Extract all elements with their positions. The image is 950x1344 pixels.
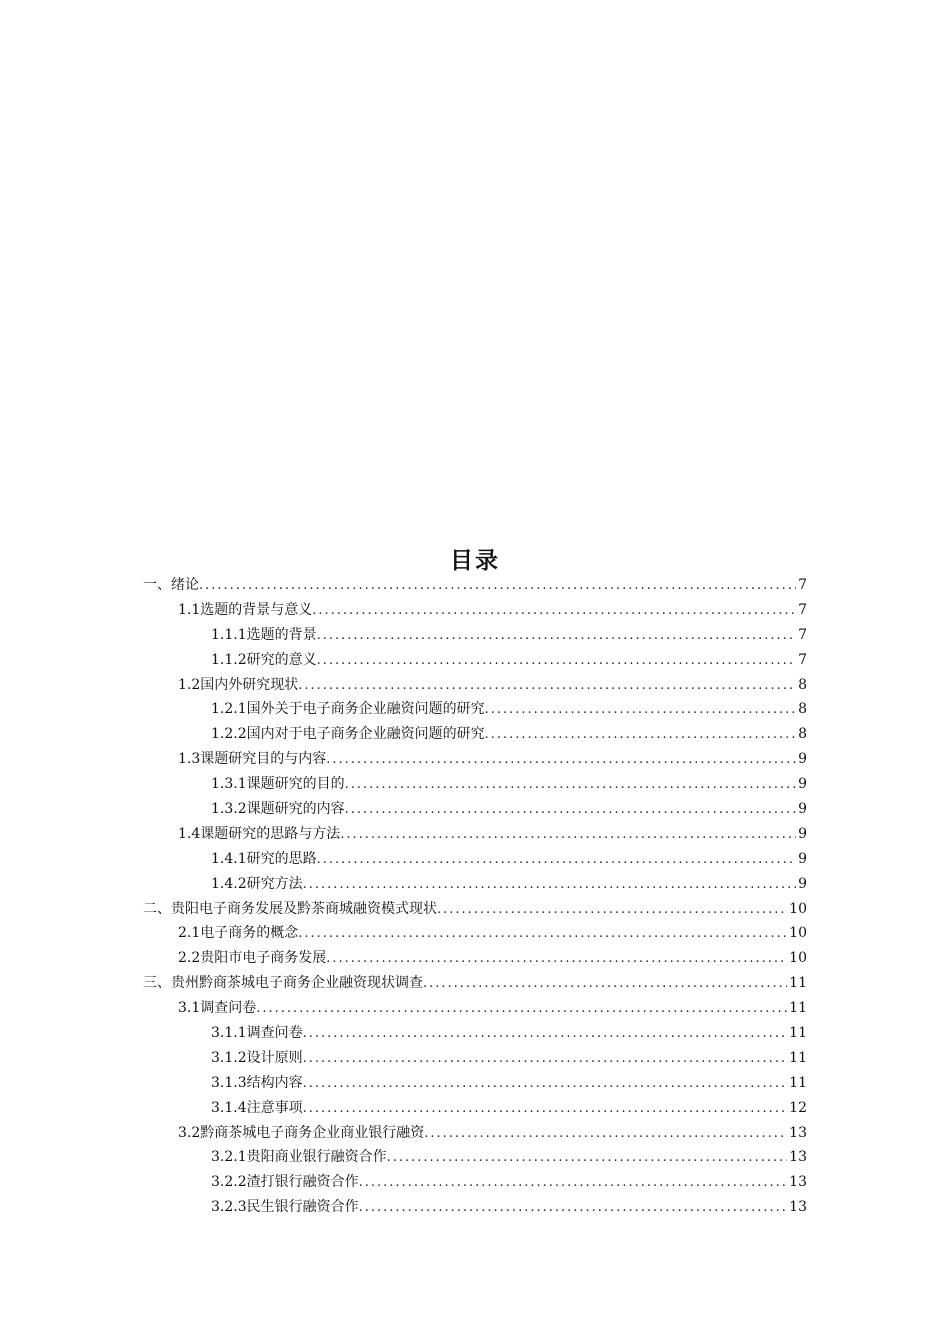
toc-leader-dots (298, 674, 796, 699)
toc-entry[interactable] (143, 673, 807, 698)
toc-entry-title: 3.1.3结构内容 (211, 1074, 303, 1091)
toc-leader-dots (199, 574, 796, 599)
toc-page-number: 7 (798, 577, 807, 593)
toc-entry-title: 3.1.2设计原则 (211, 1049, 303, 1066)
toc-entry-title: 3.2.1贵阳商业银行融资合作 (211, 1149, 387, 1166)
toc-leader-dots (437, 898, 787, 923)
toc-leader-dots (303, 1072, 788, 1097)
toc-page-number: 10 (789, 925, 807, 942)
toc-entry[interactable] (143, 573, 807, 598)
toc-page-number: 11 (789, 975, 807, 992)
toc-entry[interactable] (143, 1071, 807, 1096)
toc-entry[interactable] (143, 897, 807, 922)
toc-page-number: 8 (798, 701, 807, 718)
toc-page-number: 8 (798, 676, 807, 693)
toc-entry[interactable] (143, 648, 807, 673)
toc-entry[interactable] (143, 1046, 807, 1071)
toc-leader-dots (303, 1022, 788, 1047)
toc-entry[interactable] (143, 772, 807, 797)
toc-entry[interactable] (143, 598, 807, 623)
toc-leader-dots (485, 723, 796, 748)
toc-entry[interactable] (143, 847, 807, 872)
toc-entry[interactable] (143, 1195, 807, 1220)
toc-entry-title: 1.1.2研究的意义 (211, 651, 317, 668)
toc-leader-dots (303, 1097, 788, 1122)
toc-leader-dots (298, 922, 787, 947)
toc-page-number: 11 (789, 1074, 807, 1091)
toc-entry-title: 1.2.2国内对于电子商务企业融资问题的研究 (211, 726, 485, 743)
toc-entry-title: 1.2国内外研究现状 (178, 676, 299, 693)
toc-page-number: 13 (789, 1174, 807, 1191)
toc-entry[interactable] (143, 872, 807, 897)
toc-leader-dots (345, 798, 796, 823)
toc-leader-dots (326, 947, 787, 972)
toc-entry-title: 1.3课题研究目的与内容 (178, 751, 327, 768)
toc-page-number: 12 (789, 1099, 807, 1116)
toc-leader-dots (387, 1146, 788, 1171)
toc-entry-title: 一、绪论 (143, 577, 199, 593)
toc-entry[interactable] (143, 946, 807, 971)
toc-leader-dots (317, 649, 796, 674)
table-of-contents (143, 573, 807, 1220)
toc-entry-title: 1.3.2课题研究的内容 (211, 801, 345, 818)
toc-leader-dots (345, 773, 796, 798)
toc-entry[interactable] (143, 722, 807, 747)
toc-page-number: 13 (789, 1149, 807, 1166)
toc-leader-dots (303, 873, 796, 898)
toc-entry-title: 3.1.4注意事项 (211, 1099, 303, 1116)
toc-entry-title: 2.2贵阳市电子商务发展 (178, 950, 327, 967)
toc-leader-dots (317, 848, 796, 873)
toc-leader-dots (326, 748, 796, 773)
toc-page-number: 9 (798, 776, 807, 793)
toc-page-number: 9 (798, 850, 807, 867)
toc-entry[interactable] (143, 623, 807, 648)
toc-entry[interactable] (143, 822, 807, 847)
toc-page-number: 9 (798, 875, 807, 892)
toc-entry[interactable] (143, 1170, 807, 1195)
toc-leader-dots (303, 1047, 788, 1072)
toc-page-number: 11 (789, 1000, 807, 1017)
toc-page-number: 7 (798, 651, 807, 668)
toc-entry-title: 1.3.1课题研究的目的 (211, 776, 345, 793)
toc-entry-title: 1.4.2研究方法 (211, 875, 303, 892)
toc-entry-title: 3.2黔商茶城电子商务企业商业银行融资 (178, 1124, 425, 1141)
toc-leader-dots (340, 823, 796, 848)
toc-entry[interactable] (143, 1096, 807, 1121)
toc-entry[interactable] (143, 1121, 807, 1146)
toc-entry-title: 二、贵阳电子商务发展及黔茶商城融资模式现状 (143, 900, 437, 917)
toc-title: 目录 (450, 548, 500, 575)
toc-page-number: 9 (798, 825, 807, 842)
toc-entry-title: 1.4课题研究的思路与方法 (178, 825, 341, 842)
toc-entry[interactable] (143, 797, 807, 822)
toc-page-number: 13 (789, 1124, 807, 1141)
toc-entry[interactable] (143, 747, 807, 772)
toc-entry-title: 1.2.1国外关于电子商务企业融资问题的研究 (211, 701, 485, 718)
toc-entry-title: 3.2.3民生银行融资合作 (211, 1199, 359, 1216)
toc-page-number: 8 (798, 726, 807, 743)
toc-page-number: 11 (789, 1049, 807, 1066)
toc-page-number: 11 (789, 1025, 807, 1042)
toc-leader-dots (256, 997, 787, 1022)
toc-entry-title: 1.1选题的背景与意义 (178, 601, 313, 618)
toc-entry-title: 3.2.2渣打银行融资合作 (211, 1174, 359, 1191)
toc-page-number: 9 (798, 801, 807, 818)
toc-entry-title: 三、贵州黔商茶城电子商务企业融资现状调查 (143, 975, 423, 992)
toc-leader-dots (359, 1171, 788, 1196)
toc-entry-title: 1.4.1研究的思路 (211, 850, 317, 867)
toc-entry[interactable] (143, 996, 807, 1021)
toc-page-number: 7 (798, 626, 807, 643)
toc-page-number: 10 (789, 900, 807, 917)
toc-leader-dots (312, 599, 796, 624)
toc-entry[interactable] (143, 971, 807, 996)
toc-entry[interactable] (143, 1145, 807, 1170)
toc-entry[interactable] (143, 921, 807, 946)
toc-leader-dots (317, 624, 796, 649)
toc-page-number: 10 (789, 950, 807, 967)
toc-leader-dots (359, 1196, 788, 1221)
toc-entry-title: 2.1电子商务的概念 (178, 925, 299, 942)
toc-entry[interactable] (143, 1021, 807, 1046)
toc-leader-dots (424, 1122, 787, 1147)
toc-page-number: 13 (789, 1199, 807, 1216)
toc-leader-dots (423, 972, 787, 997)
toc-page-number: 7 (798, 601, 807, 618)
toc-entry-title: 3.1调查问卷 (178, 1000, 257, 1017)
toc-entry[interactable] (143, 697, 807, 722)
toc-entry-title: 1.1.1选题的背景 (211, 626, 317, 643)
toc-leader-dots (485, 698, 796, 723)
toc-entry-title: 3.1.1调查问卷 (211, 1025, 303, 1042)
toc-page-number: 9 (798, 751, 807, 768)
